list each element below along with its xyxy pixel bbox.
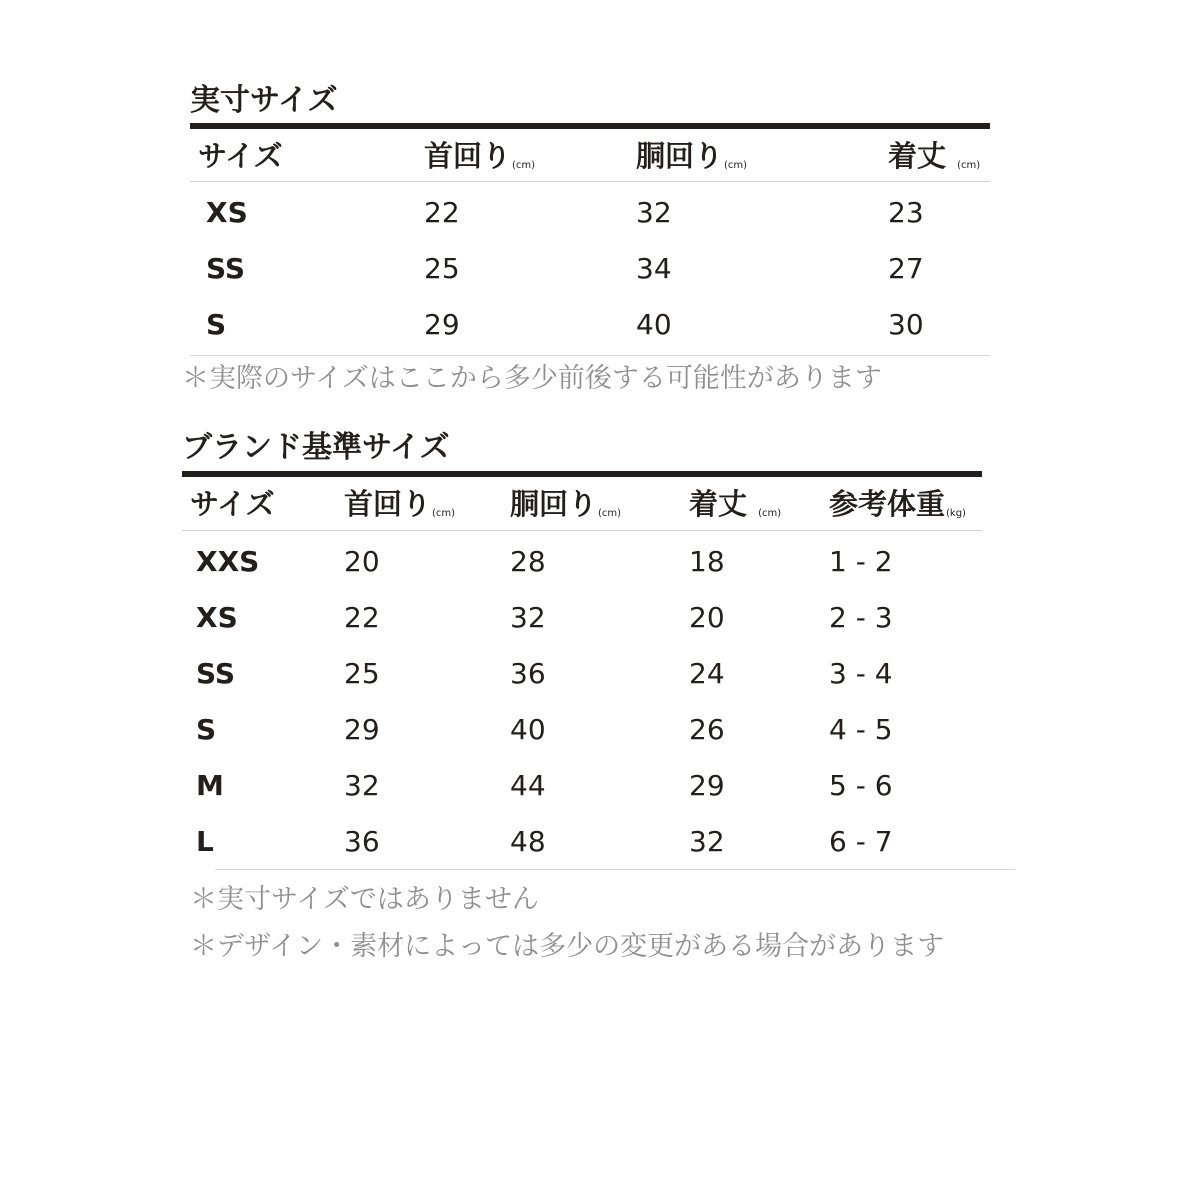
brand-header-divider (182, 530, 982, 531)
brand-row-weight: 4 - 5 (829, 713, 893, 746)
unit-cm: (cm) (758, 508, 782, 519)
brand-row-neck: 25 (344, 657, 380, 690)
brand-header-size: サイズ (190, 487, 275, 521)
brand-header-length: 着丈 (cm) (689, 487, 782, 521)
actual-header-waist: 胴回り(cm) (636, 139, 748, 173)
brand-row-waist: 36 (510, 657, 546, 690)
actual-note: ＊実際のサイズはここから多少前後する可能性があります (182, 363, 882, 394)
brand-row-weight: 3 - 4 (829, 657, 893, 690)
actual-header-divider (190, 181, 990, 182)
actual-row-length: 30 (888, 308, 924, 341)
unit-cm: (cm) (512, 160, 536, 171)
actual-title-rule (190, 123, 990, 129)
unit-cm: (cm) (724, 160, 748, 171)
brand-header-weight: 参考体重(kg) (829, 487, 966, 521)
brand-row-size: M (196, 769, 224, 802)
brand-row-length: 18 (689, 545, 725, 578)
brand-row-neck: 29 (344, 713, 380, 746)
brand-row-neck: 32 (344, 769, 380, 802)
brand-row-length: 20 (689, 601, 725, 634)
brand-row-length: 29 (689, 769, 725, 802)
brand-row-size: XXS (196, 545, 260, 578)
actual-row-length: 23 (888, 196, 924, 229)
unit-kg: (kg) (946, 508, 966, 519)
brand-row-weight: 5 - 6 (829, 769, 893, 802)
brand-row-neck: 22 (344, 601, 380, 634)
actual-size-title: 実寸サイズ (190, 83, 338, 118)
brand-row-size: S (196, 713, 217, 746)
actual-row-waist: 34 (636, 252, 672, 285)
brand-row-size: L (196, 825, 214, 858)
brand-row-weight: 2 - 3 (829, 601, 893, 634)
actual-header-size: サイズ (198, 139, 283, 173)
actual-header-neck: 首回り(cm) (424, 139, 536, 173)
brand-row-size: SS (196, 657, 236, 690)
brand-row-waist: 48 (510, 825, 546, 858)
actual-row-neck: 25 (424, 252, 460, 285)
brand-row-waist: 40 (510, 713, 546, 746)
brand-row-neck: 36 (344, 825, 380, 858)
brand-bottom-divider (215, 869, 1015, 870)
brand-note-2: ＊デザイン・素材によっては多少の変更がある場合があります (190, 931, 945, 962)
brand-row-waist: 32 (510, 601, 546, 634)
brand-row-length: 24 (689, 657, 725, 690)
actual-row-size: SS (206, 252, 246, 285)
unit-cm: (cm) (432, 508, 456, 519)
brand-title-rule (182, 471, 982, 477)
brand-row-length: 26 (689, 713, 725, 746)
actual-row-waist: 40 (636, 308, 672, 341)
brand-note-1: ＊実寸サイズではありません (190, 884, 539, 915)
unit-cm: (cm) (957, 160, 981, 171)
actual-row-size: S (206, 308, 227, 341)
actual-row-length: 27 (888, 252, 924, 285)
brand-header-neck: 首回り(cm) (344, 487, 456, 521)
actual-row-neck: 22 (424, 196, 460, 229)
brand-row-weight: 1 - 2 (829, 545, 893, 578)
actual-row-waist: 32 (636, 196, 672, 229)
actual-row-neck: 29 (424, 308, 460, 341)
brand-row-waist: 28 (510, 545, 546, 578)
brand-row-neck: 20 (344, 545, 380, 578)
actual-row-size: XS (206, 196, 248, 229)
brand-row-waist: 44 (510, 769, 546, 802)
actual-header-length: 着丈 (cm) (888, 139, 981, 173)
brand-size-title: ブランド基準サイズ (182, 430, 450, 465)
actual-bottom-divider (190, 355, 990, 356)
brand-header-waist: 胴回り(cm) (510, 487, 622, 521)
brand-row-size: XS (196, 601, 238, 634)
brand-row-length: 32 (689, 825, 725, 858)
unit-cm: (cm) (598, 508, 622, 519)
brand-row-weight: 6 - 7 (829, 825, 893, 858)
